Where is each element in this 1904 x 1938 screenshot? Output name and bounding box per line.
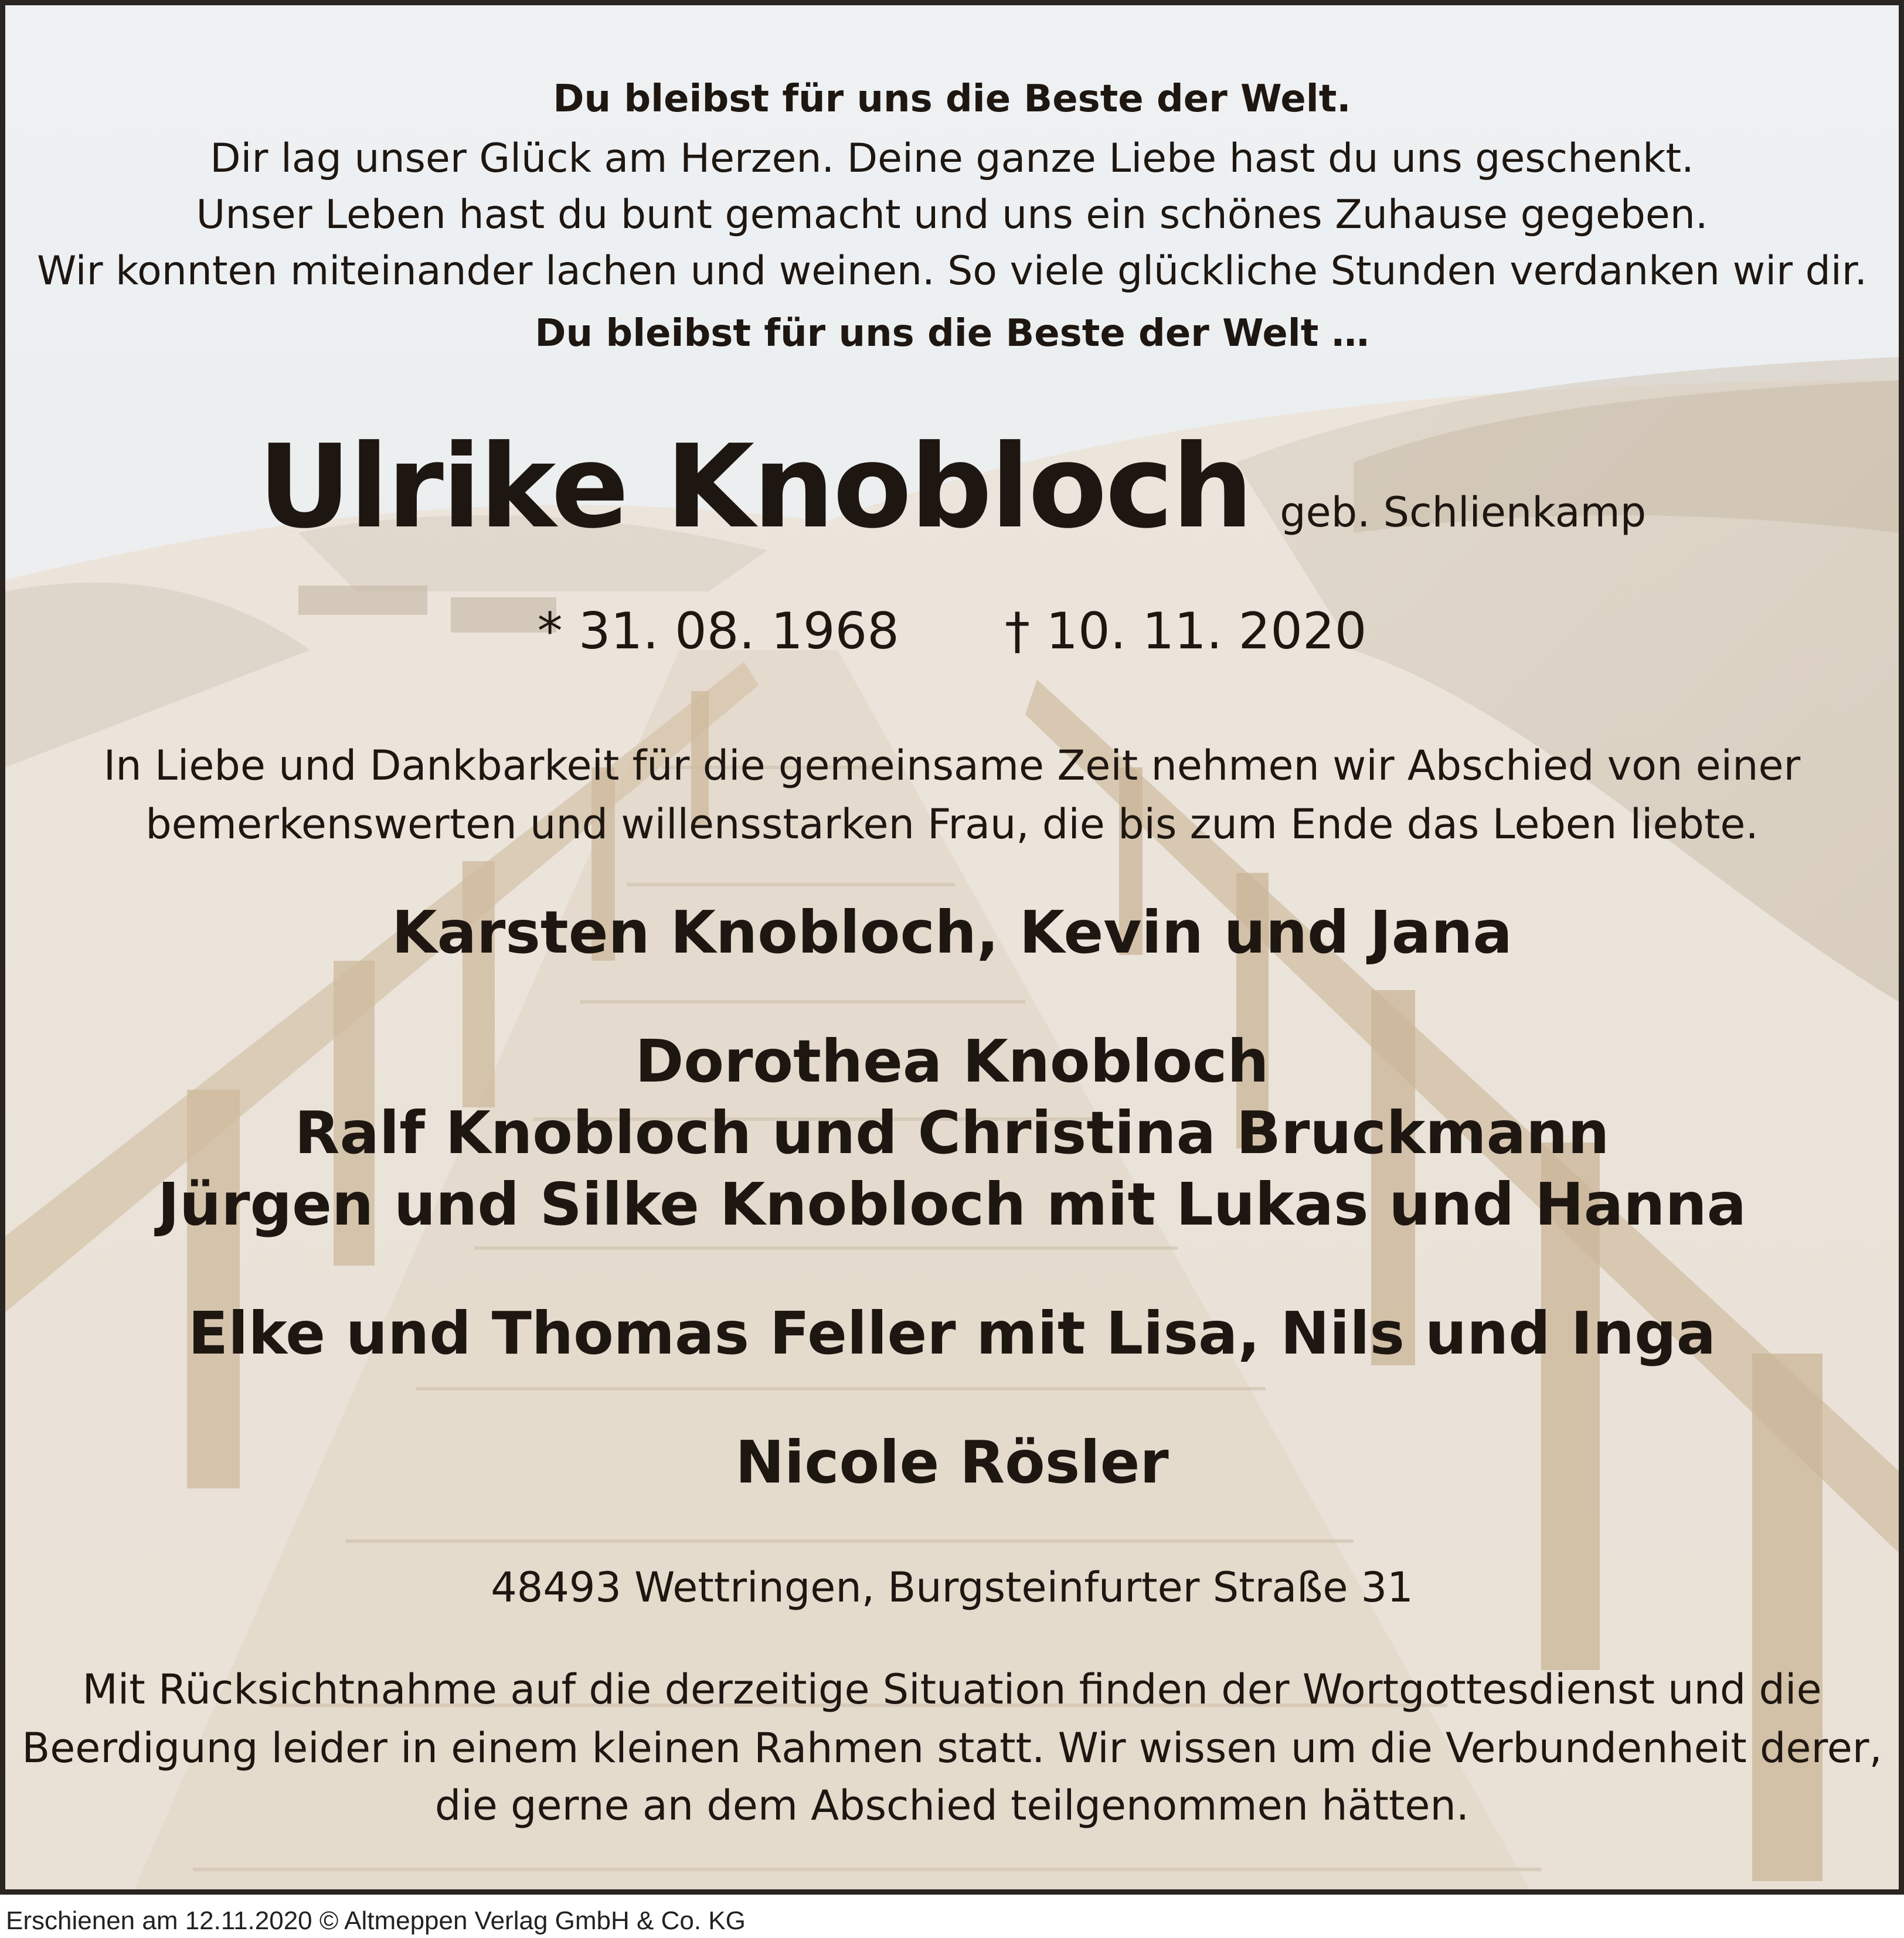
mourner-3: Ralf Knobloch und Christina Bruckmann <box>294 1099 1610 1167</box>
farewell-line-1: In Liebe und Dankbarkeit für die gemeinsame Zeit nehmen wir Abschied von einer <box>103 742 1801 790</box>
death-date: † 10. 11. 2020 <box>1005 602 1367 661</box>
notice-line-3: die gerne an dem Abschied teilgenommen hätten. <box>434 1781 1470 1830</box>
mourner-2: Dorothea Knobloch <box>635 1027 1269 1096</box>
verse-line-5: Du bleibst für uns die Beste der Welt … <box>535 312 1369 355</box>
birth-date: * 31. 08. 1968 <box>537 602 899 661</box>
notice-line-2: Beerdigung leider in einem kleinen Rahmen statt. Wir wissen um die Verbundenheit derer, <box>22 1724 1882 1772</box>
mourner-6: Nicole Rösler <box>735 1428 1169 1497</box>
verse-line-2: Dir lag unser Glück am Herzen. Deine ganze Liebe hast du uns geschenkt. <box>210 135 1694 182</box>
life-dates <box>5 602 1899 661</box>
mourner-5: Elke und Thomas Feller mit Lisa, Nils und Inga <box>188 1299 1716 1368</box>
deceased-name: Ulrike Knobloch <box>257 420 1252 554</box>
verse-line-4: Wir konnten miteinander lachen und weinen. So viele glückliche Stunden verdanken wir dir. <box>36 248 1868 294</box>
address: 48493 Wettringen, Burgsteinfurter Straße 31 <box>491 1563 1413 1611</box>
obituary-text <box>5 5 1899 1889</box>
mourner-4: Jürgen und Silke Knobloch mit Lukas und Hanna <box>157 1170 1747 1239</box>
deceased-name-row <box>5 420 1899 554</box>
publication-credit: Erschienen am 12.11.2020 © Altmeppen Verlag GmbH & Co. KG <box>6 1906 746 1935</box>
birth-name: geb. Schlienkamp <box>1280 488 1647 536</box>
verse-line-1: Du bleibst für uns die Beste der Welt. <box>553 77 1351 121</box>
mourner-1: Karsten Knobloch, Kevin und Jana <box>392 898 1512 967</box>
verse-line-3: Unser Leben hast du bunt gemacht und uns ein schönes Zuhause gegeben. <box>196 192 1708 238</box>
notice-line-1: Mit Rücksichtnahme auf die derzeitige Situation finden der Wortgottesdienst und die <box>82 1665 1822 1713</box>
farewell-line-2: bemerkenswerten und willensstarken Frau, die bis zum Ende das Leben liebte. <box>145 800 1759 848</box>
